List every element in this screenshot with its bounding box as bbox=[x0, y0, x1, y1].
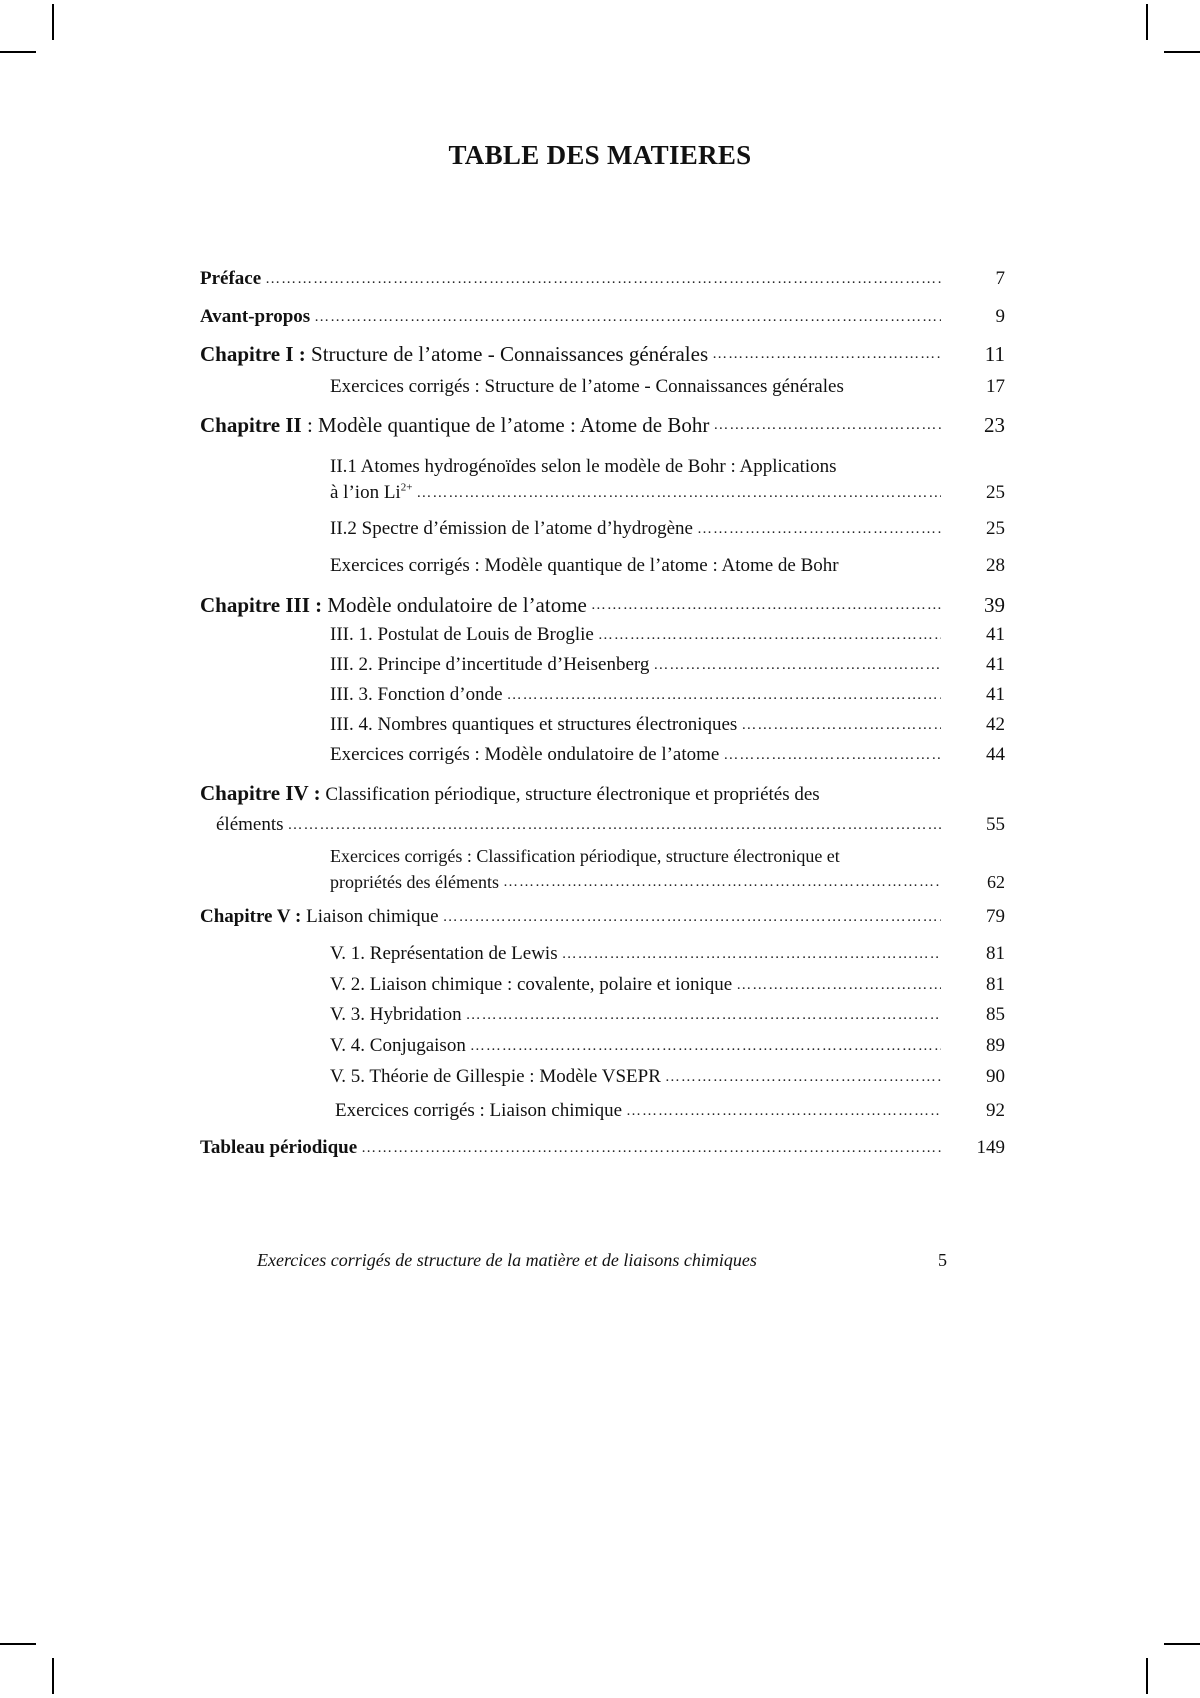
toc-entry-chapter-3[interactable] bbox=[200, 592, 1005, 618]
toc-entry-label: V. 4. Conjugaison bbox=[330, 1035, 466, 1056]
dot-leader bbox=[503, 869, 941, 895]
dot-leader bbox=[591, 592, 941, 618]
chapter-prefix: Chapitre IV : bbox=[200, 781, 321, 805]
dot-leader bbox=[562, 941, 941, 967]
toc-entry-label: Liaison chimique bbox=[306, 906, 439, 927]
chapter-prefix: Chapitre III : bbox=[200, 593, 323, 617]
toc-entry-ch3-2[interactable] bbox=[330, 652, 1005, 678]
toc-page-number: 90 bbox=[986, 1066, 1005, 1087]
dot-leader bbox=[741, 712, 941, 738]
toc-entry-label-line1: II.1 Atomes hydrogénoïdes selon le modèle de Bohr : Applications bbox=[330, 456, 837, 477]
toc-page-number: 149 bbox=[976, 1137, 1005, 1158]
dot-leader bbox=[598, 622, 941, 648]
toc-entry-ch3-3[interactable] bbox=[330, 682, 1005, 708]
superscript-charge: 2+ bbox=[400, 481, 413, 494]
toc-entry-label: Exercices corrigés : Modèle quantique de l’atome : Atome de Bohr bbox=[330, 555, 839, 576]
toc-entry-label: III. 4. Nombres quantiques et structures électroniques bbox=[330, 714, 738, 735]
toc-entry-label: II.2 Spectre d’émission de l’atome d’hydrogène bbox=[330, 518, 693, 539]
toc-entry-chapter-5[interactable] bbox=[200, 904, 1005, 930]
toc-entry-label: Exercices corrigés : Structure de l’atome - Connaissances générales bbox=[330, 376, 844, 397]
toc-entry-label: : Modèle quantique de l’atome : Atome de Bohr bbox=[306, 413, 710, 437]
dot-leader bbox=[712, 341, 941, 367]
toc-entry-label: Préface bbox=[200, 268, 262, 289]
toc-entry-ch5-3[interactable] bbox=[330, 1002, 1005, 1028]
crop-mark bbox=[0, 51, 36, 53]
dot-leader bbox=[697, 516, 941, 542]
toc-entry-label: Structure de l’atome - Connaissances générales bbox=[311, 342, 709, 366]
toc-page-number: 81 bbox=[986, 974, 1005, 995]
dot-leader bbox=[626, 1098, 941, 1124]
crop-mark bbox=[1146, 4, 1148, 40]
toc-entry-chapter-4[interactable] bbox=[200, 780, 1005, 838]
footer-book-title: Exercices corrigés de structure de la matière et de liaisons chimiques bbox=[257, 1250, 757, 1270]
toc-page-number: 41 bbox=[986, 624, 1005, 645]
dot-leader bbox=[723, 742, 941, 768]
toc-entry-chapter-1[interactable] bbox=[200, 341, 1005, 367]
chapter-prefix: Chapitre II bbox=[200, 413, 302, 437]
toc-page-number: 81 bbox=[986, 943, 1005, 964]
footer-page-number: 5 bbox=[938, 1250, 947, 1270]
toc-entry-label: V. 3. Hybridation bbox=[330, 1004, 462, 1025]
toc-page-number: 23 bbox=[984, 413, 1005, 437]
toc-page-number: 55 bbox=[986, 814, 1005, 835]
toc-entry-label: Exercices corrigés : Modèle ondulatoire de l’atome bbox=[330, 744, 720, 765]
toc-entry-ch3-1[interactable] bbox=[330, 622, 1005, 648]
toc-page-number: 41 bbox=[986, 654, 1005, 675]
dot-leader bbox=[443, 904, 941, 930]
toc-page-number: 42 bbox=[986, 714, 1005, 735]
dot-leader bbox=[736, 972, 941, 998]
dot-leader bbox=[361, 1135, 941, 1161]
toc-page-number: 11 bbox=[984, 342, 1005, 366]
toc-entry-label: Avant-propos bbox=[200, 306, 311, 327]
dot-leader bbox=[713, 412, 941, 438]
toc-entry-ch2-1[interactable] bbox=[330, 454, 1005, 506]
toc-entry-ch5-5[interactable] bbox=[330, 1064, 1005, 1090]
crop-mark bbox=[1164, 1643, 1200, 1645]
page-footer bbox=[257, 1250, 947, 1271]
toc-entry-label: III. 1. Postulat de Louis de Broglie bbox=[330, 624, 594, 645]
toc-page-number: 79 bbox=[986, 906, 1005, 927]
toc-page-number: 17 bbox=[986, 376, 1005, 397]
dot-leader bbox=[470, 1033, 941, 1059]
toc-entry-avant-propos[interactable] bbox=[200, 304, 1005, 330]
toc-entry-chapter-2[interactable] bbox=[200, 412, 1005, 438]
toc-entry-label: III. 2. Principe d’incertitude d’Heisenberg bbox=[330, 654, 650, 675]
toc-entry-label: V. 5. Théorie de Gillespie : Modèle VSEPR bbox=[330, 1066, 661, 1087]
crop-mark bbox=[1146, 1658, 1148, 1694]
toc-entry-label: III. 3. Fonction d’onde bbox=[330, 684, 503, 705]
toc-page-number: 62 bbox=[987, 872, 1005, 892]
toc-entry-ch3-exercises[interactable] bbox=[330, 742, 1005, 768]
crop-mark bbox=[52, 4, 54, 40]
toc-page-number: 7 bbox=[995, 268, 1005, 289]
crop-mark bbox=[52, 1658, 54, 1694]
toc-page-number: 25 bbox=[986, 482, 1005, 503]
crop-mark bbox=[0, 1643, 36, 1645]
crop-mark bbox=[1164, 51, 1200, 53]
toc-entry-label: Tableau périodique bbox=[200, 1137, 358, 1158]
toc-entry-ch2-exercises[interactable] bbox=[330, 553, 1005, 579]
toc-page-number: 85 bbox=[986, 1004, 1005, 1025]
toc-entry-ch3-4[interactable] bbox=[330, 712, 1005, 738]
toc-page-number: 92 bbox=[986, 1100, 1005, 1121]
toc-entry-ch5-2[interactable] bbox=[330, 972, 1005, 998]
dot-leader bbox=[665, 1064, 941, 1090]
dot-leader bbox=[314, 304, 941, 330]
toc-entry-ch4-exercises[interactable] bbox=[330, 843, 1005, 895]
dot-leader bbox=[265, 266, 941, 292]
toc-page-number: 39 bbox=[984, 593, 1005, 617]
toc-entry-label-line1: Exercices corrigés : Classification périodique, structure électronique et bbox=[330, 846, 840, 866]
toc-page-number: 25 bbox=[986, 518, 1005, 539]
toc-entry-label: Exercices corrigés : Liaison chimique bbox=[335, 1100, 623, 1121]
chapter-prefix: Chapitre V : bbox=[200, 906, 302, 927]
toc-entry-ch5-4[interactable] bbox=[330, 1033, 1005, 1059]
dot-leader bbox=[466, 1002, 941, 1028]
toc-page-number: 28 bbox=[986, 555, 1005, 576]
chapter-prefix: Chapitre I : bbox=[200, 342, 306, 366]
toc-entry-preface[interactable] bbox=[200, 266, 1005, 292]
toc-entry-label-line2: à l’ion Li bbox=[330, 482, 401, 503]
toc-entry-label-line2: propriétés des éléments bbox=[330, 872, 499, 892]
toc-page-number: 41 bbox=[986, 684, 1005, 705]
toc-entry-label: V. 2. Liaison chimique : covalente, polaire et ionique bbox=[330, 974, 733, 995]
dot-leader bbox=[416, 480, 941, 506]
toc-entry-label-line1: Classification périodique, structure électronique et propriétés des bbox=[325, 784, 820, 805]
toc-entry-ch5-exercises[interactable] bbox=[335, 1098, 1005, 1124]
dot-leader bbox=[653, 652, 941, 678]
toc-entry-label: V. 1. Représentation de Lewis bbox=[330, 943, 558, 964]
dot-leader bbox=[507, 682, 941, 708]
toc-entry-ch1-exercises[interactable] bbox=[330, 374, 1005, 400]
toc-entry-ch2-2[interactable] bbox=[330, 516, 1005, 542]
toc-page-number: 89 bbox=[986, 1035, 1005, 1056]
toc-entry-ch5-1[interactable] bbox=[330, 941, 1005, 967]
toc-entry-label-line2: éléments bbox=[216, 814, 284, 835]
page-title: TABLE DES MATIERES bbox=[448, 140, 752, 170]
dot-leader bbox=[288, 812, 941, 838]
toc-entry-label: Modèle ondulatoire de l’atome bbox=[327, 593, 587, 617]
toc-entry-tableau-periodique[interactable] bbox=[200, 1135, 1005, 1161]
toc-page-number: 44 bbox=[986, 744, 1005, 765]
toc-page-number: 9 bbox=[995, 306, 1005, 327]
